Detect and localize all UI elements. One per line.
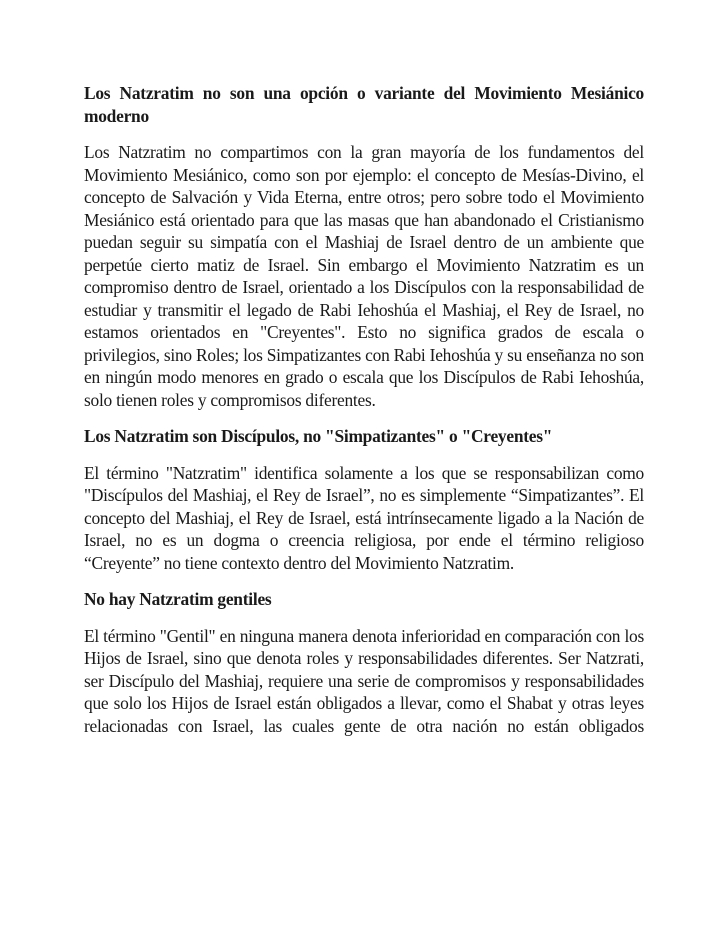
section-heading-natzratim-vs-mesianico: Los Natzratim no son una opción o variante del Movimiento Mesiánico moderno [84,83,644,126]
section-body-discipulos: El término "Natzratim" identifica solamente a los que se responsabilizan como "Discípulos del Mashiaj, el Rey de Israel”, no es simplemente “Simpatizantes”. El concepto del Mashiaj, el Rey de Israel, está intrínsecamente ligado a la Nación de Israel, no es un dogma o creencia religiosa, por ende el término religioso “Creyente” no tiene contexto dentro del Movimiento Natzratim. [84,462,644,573]
document-page [84,82,644,737]
section-heading-no-gentiles: No hay Natzratim gentiles [84,589,272,609]
section-heading-discipulos: Los Natzratim son Discípulos, no "Simpatizantes" o "Creyentes" [84,426,553,446]
section-body-no-gentiles: El término "Gentil" en ninguna manera denota inferioridad en comparación con los Hijos de Israel, sino que denota roles y responsabilidades diferentes. Ser Natzrati, ser Discípulo del Mashiaj, requiere una serie de compromisos y responsabilidades que solo los Hijos de Israel están obligados a llevar, como el Shabat y otras leyes relacionadas con Israel, las cuales gente de otra nación no están obligados [84,625,644,736]
section-body-natzratim-vs-mesianico: Los Natzratim no compartimos con la gran mayoría de los fundamentos del Movimiento Mesiánico, como son por ejemplo: el concepto de Mesías-Divino, el concepto de Salvación y Vida Eterna, entre otros; pero sobre todo el Movimiento Mesiánico está orientado para que las masas que han abandonado el Cristianismo puedan seguir su simpatía con el Mashiaj de Israel dentro de un ambiente que perpetúe cierto matiz de Israel. Sin embargo el Movimiento Natzratim es un compromiso dentro de Israel, orientado a los Discípulos con la responsabilidad de estudiar y transmitir el legado de Rabi Iehoshúa el Mashiaj, el Rey de Israel, no estamos orientados en "Creyentes". Esto no significa grados de escala o privilegios, sino Roles; los Simpatizantes con Rabi Iehoshúa y su enseñanza no son en ningún modo menores en grado o escala que los Discípulos de Rabi Iehoshúa, solo tienen roles y compromisos diferentes. [84,142,644,410]
